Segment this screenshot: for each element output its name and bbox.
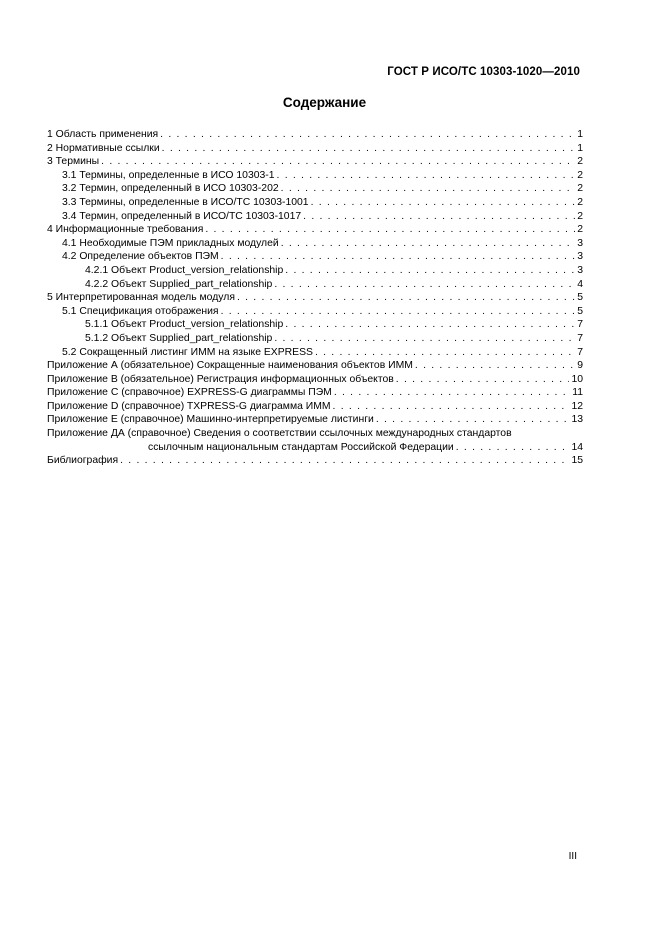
toc-entry-page: 14: [571, 441, 583, 453]
toc-entry-continuation[interactable]: [47, 441, 583, 455]
toc-entry-page: 9: [577, 360, 583, 372]
toc-entry[interactable]: [47, 373, 583, 387]
toc-entry-text: 5.1 Спецификация отображения: [62, 305, 219, 317]
toc-entry-text: 3 Термины: [47, 156, 100, 168]
toc-entry-text: Приложение А (обязательное) Сокращенные наименования объектов ИММ: [47, 360, 413, 372]
toc-entry-page: 7: [577, 332, 583, 344]
toc-entry-text: 4.2.1 Объект Product_version_relationship: [85, 264, 284, 276]
toc-entry[interactable]: [47, 305, 583, 319]
toc-entry-text: Приложение В (обязательное) Регистрация информационных объектов: [47, 373, 394, 385]
toc-leader-dots: [303, 210, 575, 224]
toc-entry-page: 10: [571, 373, 583, 385]
toc-leader-dots: [281, 237, 576, 251]
toc-entry-page: 2: [577, 224, 583, 236]
toc-leader-dots: [160, 128, 575, 142]
toc-entry-text: 3.2 Термин, определенный в ИСО 10303-202: [62, 183, 279, 195]
toc-entry-text: 5.2 Сокращенный листинг ИММ на языке EXPRESS: [62, 346, 313, 358]
toc-leader-dots: [221, 305, 576, 319]
toc-entry[interactable]: [47, 169, 583, 183]
toc-entry[interactable]: [47, 359, 583, 373]
toc-entry-text: Приложение С (справочное) EXPRESS-G диаграммы ПЭМ: [47, 387, 332, 399]
toc-entry-page: 2: [577, 169, 583, 181]
toc-entry-text: Библиография: [47, 455, 119, 467]
toc-entry-page: 3: [577, 251, 583, 263]
toc-leader-dots: [281, 182, 576, 196]
toc-leader-dots: [162, 142, 576, 156]
toc-leader-dots: [237, 291, 575, 305]
toc-entry[interactable]: [47, 237, 583, 251]
toc-leader-dots: [221, 250, 576, 264]
toc-title-text: Содержание: [282, 95, 367, 110]
toc-entry-page: 11: [572, 387, 583, 399]
toc-entry-text: 4.1 Необходимые ПЭМ прикладных модулей: [62, 237, 279, 249]
toc-entry-page: 2: [577, 196, 583, 208]
table-of-contents: [47, 128, 583, 468]
toc-entry[interactable]: [47, 400, 583, 414]
toc-entry-page: 3: [577, 237, 583, 249]
toc-leader-dots: [274, 278, 575, 292]
toc-entry-text: 3.4 Термин, определенный в ИСО/ТС 10303-1017: [62, 210, 302, 222]
toc-leader-dots: [205, 223, 575, 237]
toc-leader-dots: [285, 264, 575, 278]
toc-entry[interactable]: [47, 454, 583, 468]
toc-entry-page: 12: [571, 400, 583, 412]
toc-entry[interactable]: [47, 196, 583, 210]
toc-entry-page: 7: [577, 346, 583, 358]
toc-leader-dots: [333, 400, 570, 414]
toc-entry-page: 5: [577, 292, 583, 304]
toc-entry-page: 2: [577, 210, 583, 222]
toc-entry-page: 3: [577, 264, 583, 276]
toc-entry-text: 3.3 Термины, определенные в ИСО/ТС 10303-1001: [62, 196, 309, 208]
toc-entry-text: Приложение Е (справочное) Машинно-интерпретируемые листинги: [47, 414, 374, 426]
toc-leader-dots: [277, 169, 576, 183]
toc-entry-text: 5 Интерпретированная модель модуля: [47, 292, 235, 304]
toc-title: [0, 95, 661, 110]
toc-entry-page: 5: [577, 305, 583, 317]
toc-entry[interactable]: [47, 182, 583, 196]
toc-entry[interactable]: [47, 278, 583, 292]
toc-entry[interactable]: [47, 128, 583, 142]
toc-entry-text: ссылочным национальным стандартам Российской Федерации: [148, 441, 454, 453]
toc-entry-text: 5.1.2 Объект Supplied_part_relationship: [85, 332, 273, 344]
toc-entry[interactable]: [47, 386, 583, 400]
toc-leader-dots: [396, 373, 570, 387]
toc-entry[interactable]: [47, 264, 583, 278]
toc-entry[interactable]: [47, 427, 583, 441]
toc-leader-dots: [415, 359, 575, 373]
toc-entry-page: 4: [577, 278, 583, 290]
toc-entry[interactable]: [47, 155, 583, 169]
toc-leader-dots: [315, 346, 575, 360]
toc-leader-dots: [311, 196, 576, 210]
toc-entry[interactable]: [47, 291, 583, 305]
toc-entry[interactable]: [47, 223, 583, 237]
toc-entry-text: 1 Область применения: [47, 129, 159, 140]
toc-leader-dots: [101, 155, 575, 169]
toc-entry-page: 2: [577, 183, 583, 195]
toc-entry[interactable]: [47, 413, 583, 427]
toc-leader-dots: [274, 332, 575, 346]
toc-entry-page: 13: [571, 414, 583, 426]
toc-entry[interactable]: [47, 332, 583, 346]
toc-entry[interactable]: [47, 346, 583, 360]
toc-entry-text: 4 Информационные требования: [47, 224, 204, 236]
toc-leader-dots: [456, 441, 570, 455]
toc-leader-dots: [285, 318, 575, 332]
toc-entry-page: 7: [577, 319, 583, 331]
toc-entry-text: 3.1 Термины, определенные в ИСО 10303-1: [62, 169, 275, 181]
toc-entry[interactable]: [47, 250, 583, 264]
toc-entry-page: 15: [571, 455, 583, 467]
toc-entry-page: 1: [577, 129, 583, 140]
page-number: III: [568, 851, 577, 862]
toc-entry-page: 1: [577, 142, 583, 154]
toc-entry-text: Приложение ДА (справочное) Сведения о соответствии ссылочных международных стандартов: [47, 428, 512, 440]
toc-entry-text: 2 Нормативные ссылки: [47, 142, 160, 154]
toc-entry-text: 5.1.1 Объект Product_version_relationship: [85, 319, 284, 331]
toc-entry[interactable]: [47, 318, 583, 332]
toc-entry-text: Приложение D (справочное) TXPRESS-G диаграмма ИММ: [47, 400, 331, 412]
toc-entry[interactable]: [47, 210, 583, 224]
toc-entry[interactable]: [47, 142, 583, 156]
toc-leader-dots: [376, 413, 570, 427]
toc-entry-text: 4.2 Определение объектов ПЭМ: [62, 251, 219, 263]
document-code: ГОСТ Р ИСО/ТС 10303-1020—2010: [387, 66, 580, 78]
toc-entry-text: 4.2.2 Объект Supplied_part_relationship: [85, 278, 273, 290]
toc-leader-dots: [120, 454, 569, 468]
toc-entry-page: 2: [577, 156, 583, 168]
toc-leader-dots: [334, 386, 570, 400]
